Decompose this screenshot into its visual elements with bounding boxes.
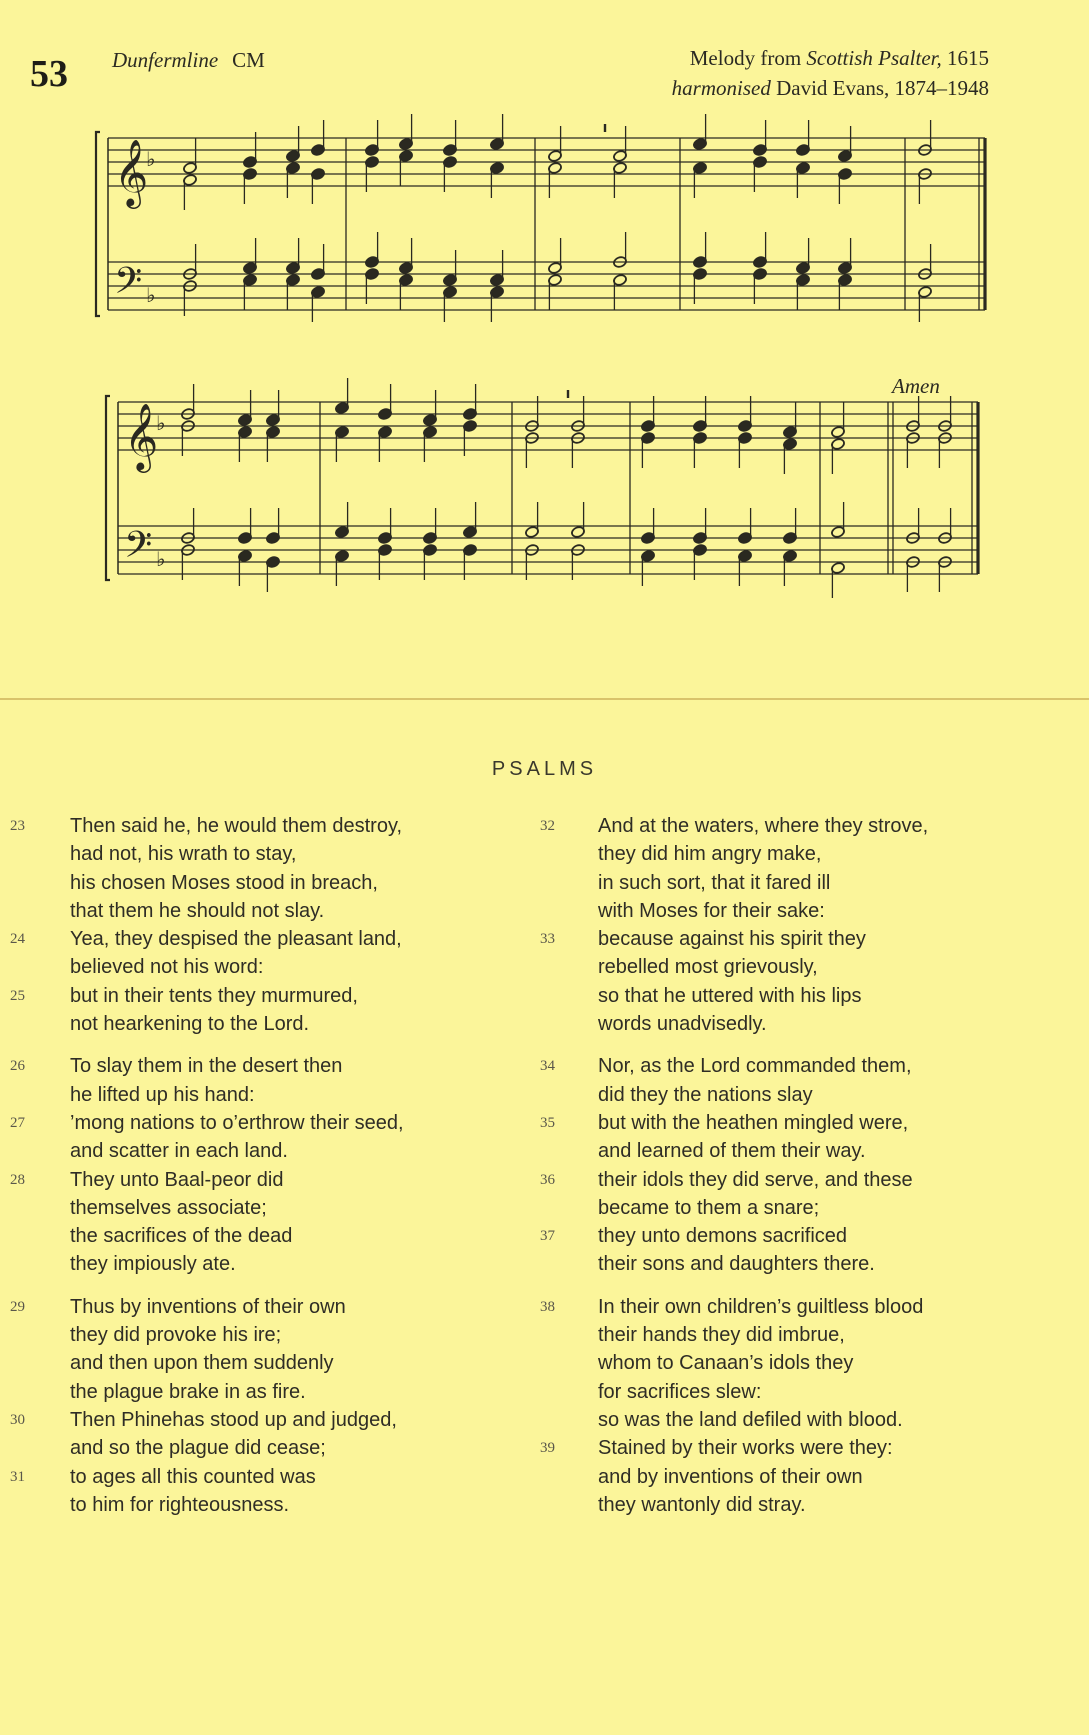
verse-text: their sons and daughters there. [598, 1253, 875, 1276]
verse-line [528, 1378, 1008, 1406]
verse-number: 28 [10, 1171, 25, 1188]
verse-line [528, 1491, 1008, 1519]
verse-text: Nor, as the Lord commanded them, [598, 1055, 912, 1078]
verse-text: rebelled most grievously, [598, 956, 818, 979]
verse-text: but with the heathen mingled were, [598, 1111, 909, 1134]
verse-text: their hands they did imbrue, [598, 1324, 845, 1347]
verse-number: 33 [540, 931, 555, 948]
verse-number: 37 [540, 1228, 555, 1245]
verse-number: 26 [10, 1058, 25, 1075]
verse-text: became to them a snare; [598, 1196, 820, 1219]
left-text-column [0, 812, 470, 1533]
verse-line [528, 1109, 1008, 1137]
verse-group [0, 1052, 470, 1278]
verse-text: Then Phinehas stood up and judged, [70, 1408, 397, 1431]
verse-line [0, 1222, 470, 1250]
verse-group [528, 1052, 1008, 1278]
verse-text: Then said he, he would them destroy, [70, 815, 403, 837]
verse-number: 39 [540, 1440, 555, 1457]
amen-label: Amen [892, 374, 940, 398]
verse-line [528, 1349, 1008, 1377]
verse-text: ’mong nations to o’erthrow their seed, [70, 1111, 404, 1134]
verse-number: 36 [540, 1171, 555, 1188]
verse-text: themselves associate; [70, 1196, 267, 1219]
verse-line [0, 1166, 470, 1194]
verse-line [0, 869, 470, 897]
system-bracket [106, 396, 110, 580]
verse-line [0, 1293, 470, 1321]
verse-line [528, 1250, 1008, 1278]
verse-line [528, 1293, 1008, 1321]
verse-text: To slay them in the desert then [70, 1055, 343, 1078]
verse-line [0, 1349, 470, 1377]
verse-line [528, 869, 1008, 897]
verse-line [528, 1434, 1008, 1462]
hymn-number: 53 [30, 53, 68, 95]
verse-text: In their own children’s guiltless blood [598, 1295, 924, 1318]
tune-meter: CM [232, 48, 265, 72]
verse-number: 38 [540, 1298, 555, 1315]
verse-line [528, 1052, 1008, 1080]
verse-text: Stained by their works were they: [598, 1437, 893, 1460]
verse-text: because against his spirit they [598, 928, 866, 951]
verse-text: had not, his wrath to stay, [70, 843, 297, 866]
verse-group [528, 812, 1008, 1038]
verse-line [528, 1194, 1008, 1222]
verse-number: 24 [10, 931, 25, 948]
verse-text: and then upon them suddenly [70, 1352, 334, 1375]
verse-number: 34 [540, 1058, 555, 1075]
verse-text: and by inventions of their own [598, 1465, 863, 1488]
verse-group [0, 812, 470, 1038]
verse-text: words unadvisedly. [598, 1013, 767, 1036]
verse-line [0, 1010, 470, 1038]
verse-number: 35 [540, 1114, 555, 1131]
section-title: PSALMS [491, 758, 598, 780]
harmony-credit-name: David Evans, 1874–1948 [776, 76, 989, 100]
verse-text: they wantonly did stray. [598, 1493, 806, 1516]
verse-line [528, 953, 1008, 981]
verse-line [0, 1378, 470, 1406]
verse-line [0, 925, 470, 953]
verse-line [0, 1109, 470, 1137]
verse-text: Thus by inventions of their own [70, 1295, 346, 1318]
verse-text: and learned of them their way. [598, 1140, 866, 1163]
melody-credit-prefix: Melody from [689, 46, 802, 70]
verse-line [528, 1081, 1008, 1109]
treble-clef-icon: 𝄞 [124, 402, 159, 470]
bass-clef-icon: 𝄢 [114, 260, 143, 311]
verse-text: not hearkening to the Lord. [70, 1013, 310, 1036]
verse-line [0, 1434, 470, 1462]
score-system-2 [106, 378, 978, 598]
verse-line [0, 1463, 470, 1491]
verse-line [528, 982, 1008, 1010]
verse-line [528, 1010, 1008, 1038]
verse-line [0, 1194, 470, 1222]
tune-name: Dunfermline [112, 48, 219, 72]
verse-line [528, 1222, 1008, 1250]
flat-icon: ♭ [156, 547, 166, 571]
verse-group [0, 1293, 470, 1519]
verse-line [0, 897, 470, 925]
verse-number: 32 [540, 818, 555, 834]
melody-credit-year: 1615 [947, 46, 989, 70]
system-bracket [96, 132, 100, 316]
verse-text: the sacrifices of the dead [70, 1225, 293, 1248]
verse-line [0, 1250, 470, 1278]
verse-text: the plague brake in as fire. [70, 1380, 306, 1403]
verse-line [528, 1321, 1008, 1349]
verse-line [528, 1406, 1008, 1434]
verse-text: they did provoke his ire; [70, 1324, 282, 1347]
page-divider [0, 698, 1089, 700]
verse-text: and so the plague did cease; [70, 1437, 326, 1460]
verse-line [0, 1081, 470, 1109]
bass-clef-icon: 𝄢 [124, 524, 153, 575]
verse-line [0, 982, 470, 1010]
verse-text: And at the waters, where they strove, [598, 815, 929, 837]
verse-line [0, 812, 470, 840]
verse-text: to him for righteousness. [70, 1493, 289, 1516]
music-score [0, 0, 1089, 640]
verse-text: for sacrifices slew: [598, 1380, 762, 1403]
right-text-column [528, 812, 1008, 1533]
verse-line [0, 1491, 470, 1519]
verse-number: 29 [10, 1298, 25, 1315]
verse-line [0, 953, 470, 981]
verse-text: but in their tents they murmured, [70, 984, 358, 1007]
harmony-credit-prefix: harmonised [671, 76, 771, 100]
verse-line [0, 1321, 470, 1349]
verse-line [528, 840, 1008, 868]
verse-line [528, 1166, 1008, 1194]
verse-text: did they the nations slay [598, 1083, 813, 1106]
verse-line [0, 1406, 470, 1434]
melody-credit-source: Scottish Psalter, [806, 46, 942, 70]
score-system-1 [96, 114, 985, 322]
verse-line [528, 1137, 1008, 1165]
verse-line [0, 1052, 470, 1080]
verse-number: 27 [10, 1114, 25, 1131]
verse-text: with Moses for their sake: [598, 899, 825, 922]
verse-text: he lifted up his hand: [70, 1083, 255, 1106]
verse-text: whom to Canaan’s idols they [598, 1352, 854, 1375]
verse-number: 30 [10, 1411, 25, 1428]
verse-line [0, 1137, 470, 1165]
verse-line [528, 925, 1008, 953]
flat-icon: ♭ [146, 283, 156, 307]
verse-text: to ages all this counted was [70, 1465, 316, 1488]
verse-text: in such sort, that it fared ill [598, 871, 831, 894]
verse-text: They unto Baal-peor did [70, 1168, 284, 1191]
flat-icon: ♭ [146, 147, 156, 171]
verse-text: so was the land defiled with blood. [598, 1408, 903, 1431]
verse-text: that them he should not slay. [70, 899, 325, 922]
verse-number: 25 [10, 987, 25, 1004]
verse-text: their idols they did serve, and these [598, 1168, 913, 1191]
verse-line [528, 812, 1008, 840]
verse-number: 23 [10, 818, 25, 834]
verse-number: 31 [10, 1468, 25, 1485]
verse-text: his chosen Moses stood in breach, [70, 871, 378, 894]
verse-line [528, 897, 1008, 925]
verse-text: they impiously ate. [70, 1253, 236, 1276]
verse-group [528, 1293, 1008, 1519]
verse-text: believed not his word: [70, 956, 264, 979]
verse-line [528, 1463, 1008, 1491]
verse-text: so that he uttered with his lips [598, 984, 862, 1007]
flat-icon: ♭ [156, 411, 166, 435]
verse-text: they did him angry make, [598, 843, 822, 866]
verse-text: Yea, they despised the pleasant land, [70, 928, 402, 951]
verse-text: they unto demons sacrificed [598, 1225, 848, 1248]
verse-line [0, 840, 470, 868]
treble-clef-icon: 𝄞 [114, 138, 149, 206]
verse-text: and scatter in each land. [70, 1140, 288, 1163]
